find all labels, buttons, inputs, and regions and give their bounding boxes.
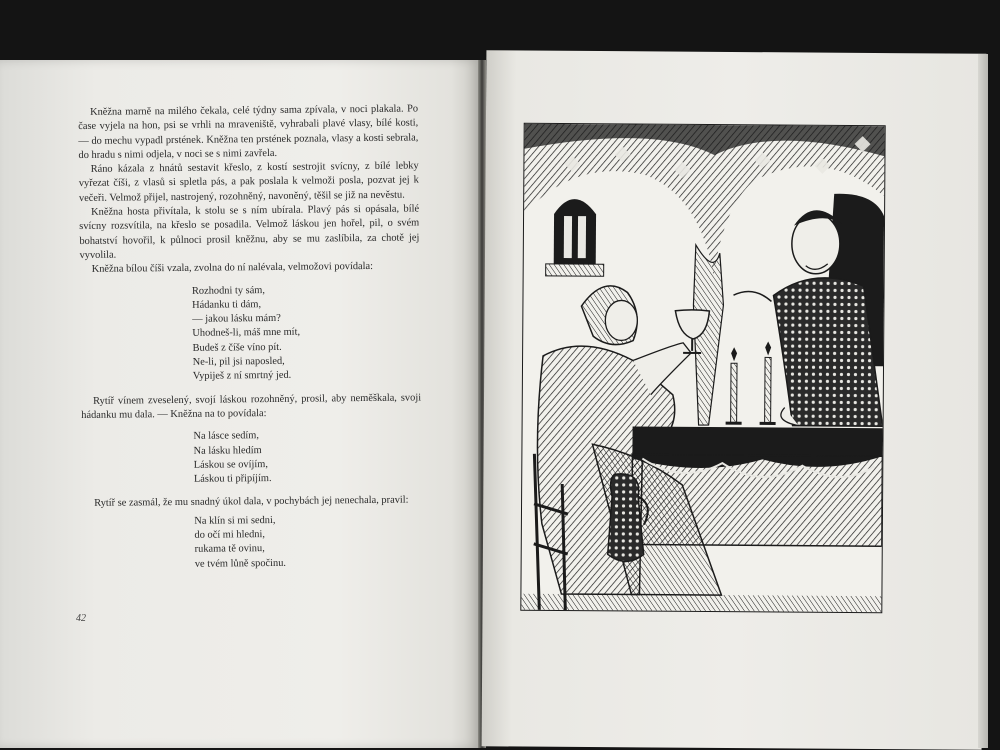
poem-line: Ne-li, pil jsi naposled, [193, 353, 421, 370]
floor [521, 594, 881, 613]
poem-line: Budeš z číše víno pít. [192, 339, 420, 356]
poem-stanza [192, 282, 421, 384]
window [546, 199, 605, 276]
paragraph: Kněžna bílou číši vzala, zvolna do ní nalévala, velmožovi povídala: [80, 260, 420, 278]
poem-line: rukama tě ovinu, [195, 541, 423, 558]
poem-line: do očí mi hledni, [194, 526, 422, 543]
woodcut-illustration [520, 123, 885, 614]
paragraph: Kněžna hosta přivítala, k stolu se s ním ubírala. Plavý pás si opásala, bílé svícny rozsvítila, na křeslo se posadila. Velmož láskou jen hořel, pil, o svém bohatství hovořil, k půlnoci prosil kněžnu, aby se mu zaslíbila, za chotě jej vyvolila. [79, 203, 420, 264]
paragraph: Ráno kázala z hnátů sestavit křeslo, z kostí sestrojit svícny, z bílé lebky vyřezat číši, z vlasů si spletla pás, a pak poslala k velmoži posla, pozvat jej k večeři. Velmož přijel, nastrojený, rozohněný, navoněný, těšil se již na nevěstu. [79, 160, 419, 206]
man-figure [733, 193, 885, 426]
poem-stanza [193, 428, 422, 488]
candlesticks [726, 341, 777, 423]
poem-line: Na klín si mi sedni, [194, 512, 422, 529]
woodcut-illustration-svg [521, 124, 884, 613]
poem-line: — jakou lásku mám? [192, 311, 420, 328]
page-number: 42 [76, 613, 86, 624]
poem-line: ve tvém lůně spočinu. [195, 555, 423, 572]
poem-line: Na lásku hledím [194, 442, 422, 459]
poem-line: Láskou ti připíjím. [194, 471, 422, 488]
poem-line: Uhodneš-li, máš mne mít, [192, 325, 420, 342]
feast-table [632, 427, 883, 547]
poem-stanza [194, 512, 423, 572]
poem-line: Láskou se ovíjím, [194, 456, 422, 473]
paragraph: Kněžna marně na milého čekala, celé týdny sama zpívala, v noci plakala. Po čase vyjela na hon, psi se vrhli na mraveniště, vyhrabali plavé vlasy, bílé kosti, — do mechu vypadl prstének. Kněžna ten prstének poznala, vlasy a kosti sebrala, do hradu s nimi odjela, v noci se s nimi zavřela. [78, 102, 419, 163]
left-page-text [78, 102, 423, 581]
page-edge [978, 54, 988, 748]
poem-line: Rozhodni ty sám, [192, 282, 420, 299]
poem-line: Vypiješ z ní smrtný jed. [193, 368, 421, 385]
paragraph: Rytíř vínem zveselený, svojí láskou rozohněný, prosil, aby neměškala, svoji hádanku mu dala. — Kněžna na to povídala: [81, 391, 421, 423]
poem-line: Hádanku ti dám, [192, 296, 420, 313]
paragraph: Rytíř se zasmál, že mu snadný úkol dala, v pochybách jej nenechala, pravil: [82, 494, 422, 512]
poem-line: Na lásce sedím, [193, 428, 421, 445]
